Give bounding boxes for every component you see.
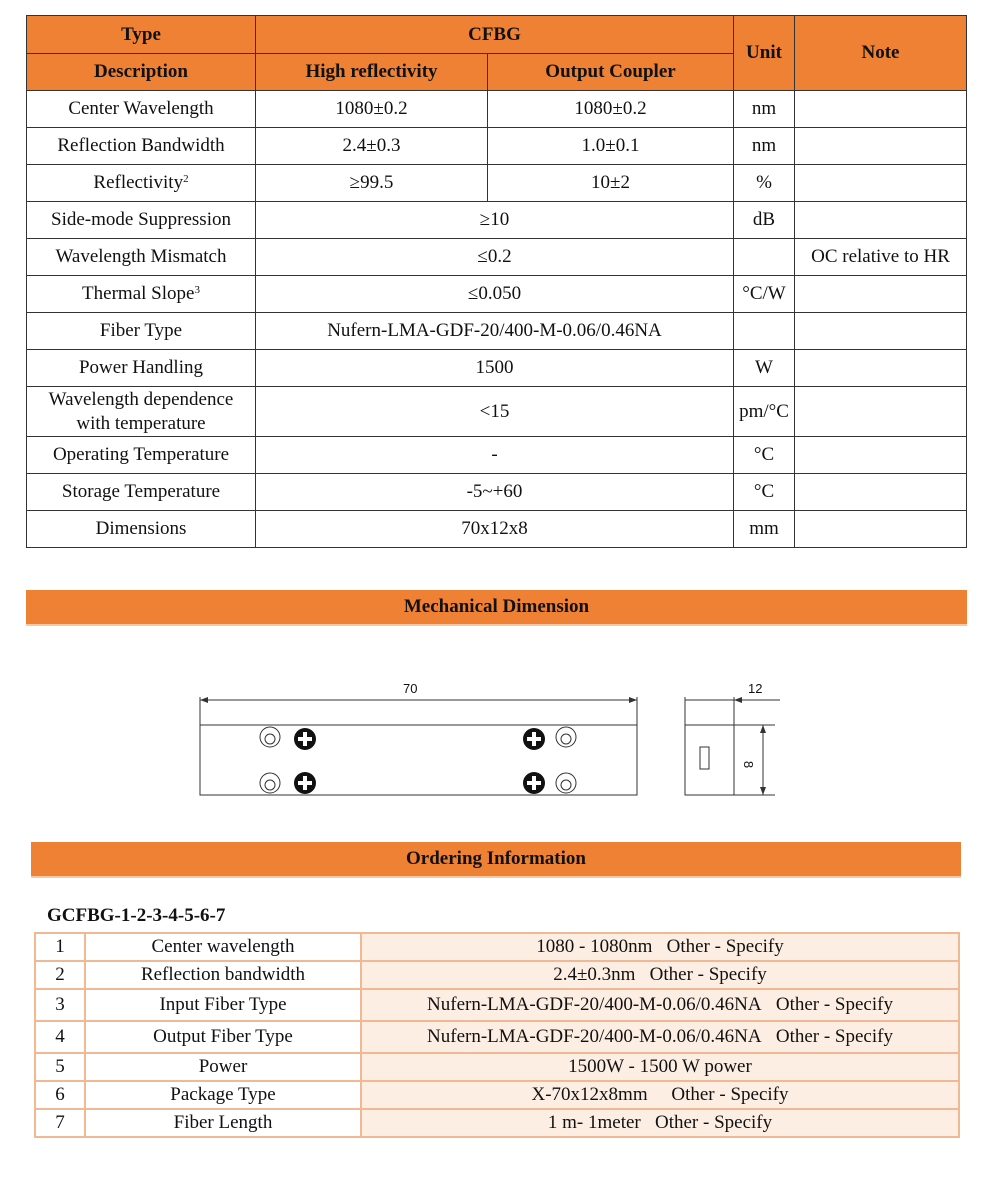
note-header: Note: [795, 16, 967, 91]
row-label: Operating Temperature: [27, 437, 256, 474]
merged-value: 70x12x8: [256, 511, 734, 548]
note-value: OC relative to HR: [795, 239, 967, 276]
row-label: Wavelength Mismatch: [27, 239, 256, 276]
note-value: [795, 350, 967, 387]
row-number: 1: [35, 933, 85, 961]
row-number: 3: [35, 989, 85, 1021]
table-row: [27, 437, 967, 474]
table-row: [27, 91, 967, 128]
option-text: Nufern-LMA-GDF-20/400-M-0.06/0.46NA: [427, 994, 762, 1015]
table-row: [35, 1081, 959, 1109]
oc-header: Output Coupler: [488, 54, 734, 91]
footnote-marker: 3: [194, 284, 200, 296]
unit-value: °C/W: [734, 276, 795, 313]
spec-table: [26, 15, 967, 548]
merged-value: 1500: [256, 350, 734, 387]
unit-value: [734, 239, 795, 276]
unit-value: %: [734, 165, 795, 202]
table-row: [27, 474, 967, 511]
table-row: [35, 1109, 959, 1137]
table-row: [27, 350, 967, 387]
note-value: [795, 511, 967, 548]
row-label: Power Handling: [27, 350, 256, 387]
option-text: Nufern-LMA-GDF-20/400-M-0.06/0.46NA: [427, 1026, 762, 1047]
oc-value: 1080±0.2: [488, 91, 734, 128]
cfbg-header: CFBG: [256, 16, 734, 54]
row-number: 6: [35, 1081, 85, 1109]
table-row: [27, 202, 967, 239]
param-name: Package Type: [85, 1081, 361, 1109]
unit-value: W: [734, 350, 795, 387]
option-cell: [361, 1053, 959, 1081]
param-name: Center wavelength: [85, 933, 361, 961]
footnote-marker: 2: [183, 173, 189, 185]
height-dimension-label: 8: [741, 760, 757, 769]
note-value: [795, 437, 967, 474]
row-label: Center Wavelength: [27, 91, 256, 128]
note-value: [795, 474, 967, 511]
row-label: Dimensions: [27, 511, 256, 548]
row-label: Wavelength dependence with temperature: [27, 387, 256, 437]
param-name: Output Fiber Type: [85, 1021, 361, 1053]
row-number: 5: [35, 1053, 85, 1081]
note-value: [795, 387, 967, 437]
screws: [294, 728, 545, 794]
note-value: [795, 165, 967, 202]
note-value: [795, 313, 967, 350]
table-row: [27, 239, 967, 276]
option-cell: [361, 989, 959, 1021]
option-cell: [361, 961, 959, 989]
hr-value: 2.4±0.3: [256, 128, 488, 165]
row-label: Storage Temperature: [27, 474, 256, 511]
other-text: Other - Specify: [654, 1112, 773, 1133]
option-cell: [361, 1081, 959, 1109]
param-name: Reflection bandwidth: [85, 961, 361, 989]
merged-value: -5~+60: [256, 474, 734, 511]
option-text: 1080 - 1080nm: [536, 936, 653, 957]
unit-value: [734, 313, 795, 350]
param-name: Power: [85, 1053, 361, 1081]
table-row: [27, 165, 967, 202]
oc-value: 1.0±0.1: [488, 128, 734, 165]
other-text: Other - Specify: [775, 1026, 893, 1047]
table-row: [35, 989, 959, 1021]
note-value: [795, 128, 967, 165]
note-value: [795, 276, 967, 313]
unit-value: dB: [734, 202, 795, 239]
width-dimension-label: 12: [748, 681, 763, 696]
mechanical-drawing: [190, 675, 780, 805]
description-header: Description: [27, 54, 256, 91]
mechanical-dimension-title: Mechanical Dimension: [26, 590, 967, 626]
merged-value: ≥10: [256, 202, 734, 239]
unit-header: Unit: [734, 16, 795, 91]
ordering-table: [34, 932, 960, 1138]
type-header: Type: [27, 16, 256, 54]
table-row: [27, 128, 967, 165]
row-label: Thermal Slope: [82, 283, 195, 304]
table-row: [35, 961, 959, 989]
merged-value: ≤0.2: [256, 239, 734, 276]
merged-value: Nufern-LMA-GDF-20/400-M-0.06/0.46NA: [256, 313, 734, 350]
table-row: [27, 511, 967, 548]
option-cell: [361, 1109, 959, 1137]
row-label: Reflection Bandwidth: [27, 128, 256, 165]
hr-header: High reflectivity: [256, 54, 488, 91]
merged-value: ≤0.050: [256, 276, 734, 313]
dimension-svg: [190, 675, 780, 805]
unit-value: mm: [734, 511, 795, 548]
unit-value: °C: [734, 437, 795, 474]
param-name: Fiber Length: [85, 1109, 361, 1137]
option-cell: [361, 933, 959, 961]
row-label: Fiber Type: [27, 313, 256, 350]
option-text: 1 m- 1meter: [547, 1112, 641, 1133]
row-number: 7: [35, 1109, 85, 1137]
option-cell: [361, 1021, 959, 1053]
other-text: Other - Specify: [775, 994, 893, 1015]
unit-value: nm: [734, 91, 795, 128]
note-value: [795, 202, 967, 239]
table-row: [27, 387, 967, 437]
note-value: [795, 91, 967, 128]
row-label-cell: [27, 276, 256, 313]
table-row: [27, 276, 967, 313]
row-number: 4: [35, 1021, 85, 1053]
table-row: [27, 313, 967, 350]
table-row: [35, 1053, 959, 1081]
option-text: 2.4±0.3nm: [553, 964, 636, 985]
length-dimension-label: 70: [403, 681, 418, 696]
param-name: Input Fiber Type: [85, 989, 361, 1021]
model-code: GCFBG-1-2-3-4-5-6-7: [47, 905, 226, 926]
row-number: 2: [35, 961, 85, 989]
option-text: X-70x12x8mm: [531, 1084, 648, 1105]
row-label: Reflectivity: [93, 172, 184, 193]
other-text: Other - Specify: [649, 964, 767, 985]
option-text: 1500W - 1500 W power: [568, 1056, 752, 1077]
unit-value: pm/°C: [734, 387, 795, 437]
hr-value: ≥99.5: [256, 165, 488, 202]
merged-value: <15: [256, 387, 734, 437]
merged-value: -: [256, 437, 734, 474]
unit-value: °C: [734, 474, 795, 511]
unit-value: nm: [734, 128, 795, 165]
table-row: [35, 933, 959, 961]
row-label: Side-mode Suppression: [27, 202, 256, 239]
other-text: Other - Specify: [666, 936, 784, 957]
row-label-cell: [27, 165, 256, 202]
table-row: [35, 1021, 959, 1053]
ordering-information-title: Ordering Information: [31, 842, 961, 878]
hr-value: 1080±0.2: [256, 91, 488, 128]
other-text: Other - Specify: [671, 1084, 789, 1105]
oc-value: 10±2: [488, 165, 734, 202]
